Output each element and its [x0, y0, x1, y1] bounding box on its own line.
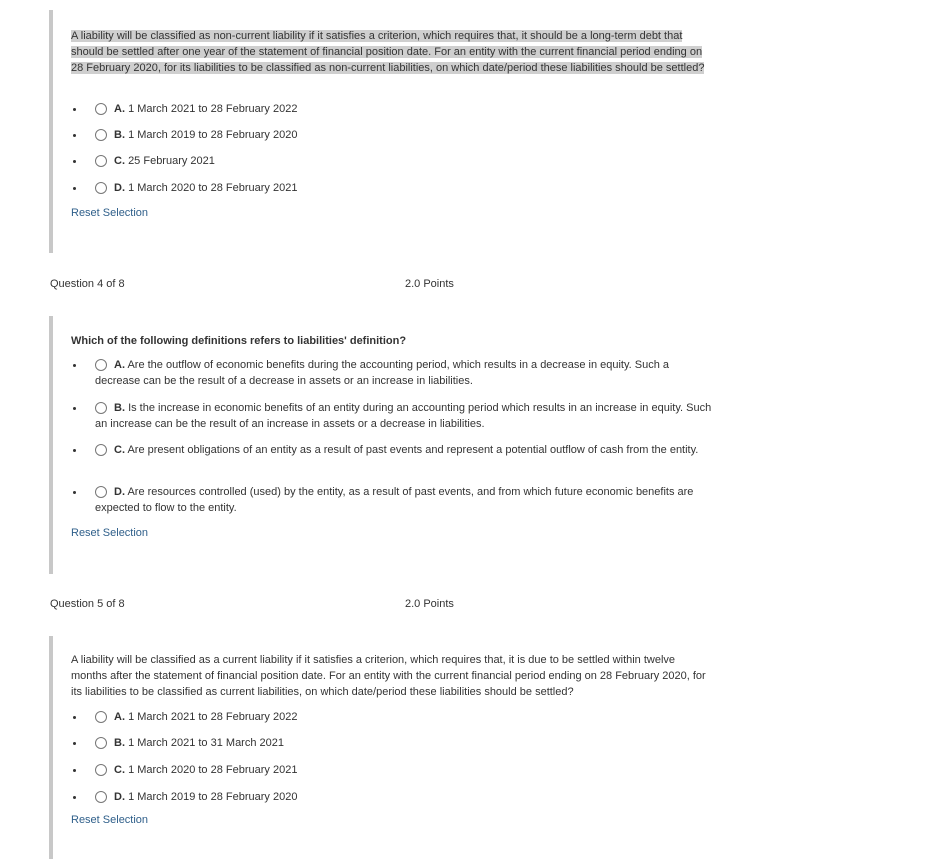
question-5-text: A liability will be classified as a current liability if it satisfies a criterion, which requires that, it is due to be settled within twelve months after the statement of financial position date. For an entity with the current financial period ending on 28 February 2020, for its liabilities to be classified as current liabilities, on which date/period these liabilities should be settled?	[71, 654, 706, 698]
bullet	[73, 407, 76, 410]
bullet	[73, 187, 76, 190]
question-5-block: A liability will be classified as a current liability if it satisfies a criterion, which requires that, it is due to be settled within twelve months after the statement of financial position date. For an entity with the current financial period ending on 28 February 2020, for its liabilities to be classified as current liabilities, on which date/period these liabilities should be settled? A. 1 March 2021 to 28 February 2022 B. 1 March 2021 to 31 March 2021 C. 1 March 2020 to 28 February 2021 D. 1 March 2019 to 28 February 2020 Reset Selection	[49, 636, 749, 859]
question-3-text	[71, 28, 711, 76]
bullet	[73, 449, 76, 452]
bullet	[73, 108, 76, 111]
bullet	[73, 742, 76, 745]
question-5-header: Question 5 of 8	[50, 598, 125, 610]
bullet	[73, 716, 76, 719]
bullet	[73, 491, 76, 494]
question-5-points: 2.0 Points	[405, 598, 454, 610]
bullet	[73, 769, 76, 772]
question-4-points: 2.0 Points	[405, 278, 454, 290]
question-3-highlight: A liability will be classified as non-current liability if it satisfies a criterion, which requires that, it should be a long-term debt that should be settled after one year of the statement of financial position date. For an entity with the current financial period ending on 28 February 2020, for its liabilities to be classified as non-current liabilities, on which date/period these liabilities should be settled?	[71, 30, 705, 74]
question-4-text: Which of the following definitions refers to liabilities' definition?	[71, 335, 407, 347]
question-3-block: A liability will be classified as non-current liability if it satisfies a criterion, which requires that, it should be a long-term debt that should be settled after one year of the statement of financial position date. For an entity with the current financial period ending on 28 February 2020, for its liabilities to be classified as non-current liabilities, on which date/period these liabilities should be settled? A. 1 March 2021 to 28 February 2022 B. 1 March 2019 to 28 February 2020 C. 25 February 2021 D. 1 March 2020 to 28 February 2021 Reset Selection	[49, 10, 749, 253]
bullet	[73, 796, 76, 799]
question-3-reset-selection-link[interactable]: Reset Selection	[71, 207, 149, 219]
question-4-header: Question 4 of 8	[50, 278, 125, 290]
bullet	[73, 160, 76, 163]
question-4-block: Which of the following definitions refers to liabilities' definition? A. Are the outflow of economic benefits during the accounting period, which results in a decrease in equity. Such a decrease can be the result of a decrease in assets or an increase in liabilities. B. Is the increase in economic benefits of an entity during an accounting period which results in an increase in equity. Such an increase can be the result of an increase in assets or a decrease in liabilities. C. Are present obligations of an entity as a result of past events and represent a potential outflow of cash from the entity. D. Are resources controlled (used) by the entity, as a result of past events, and from which future economic benefits are expected to flow to the entity. Reset Selection	[49, 316, 749, 574]
question-4-reset-selection-link[interactable]: Reset Selection	[71, 527, 149, 539]
question-5-reset-selection-link[interactable]: Reset Selection	[71, 814, 149, 826]
bullet	[73, 134, 76, 137]
bullet	[73, 364, 76, 367]
